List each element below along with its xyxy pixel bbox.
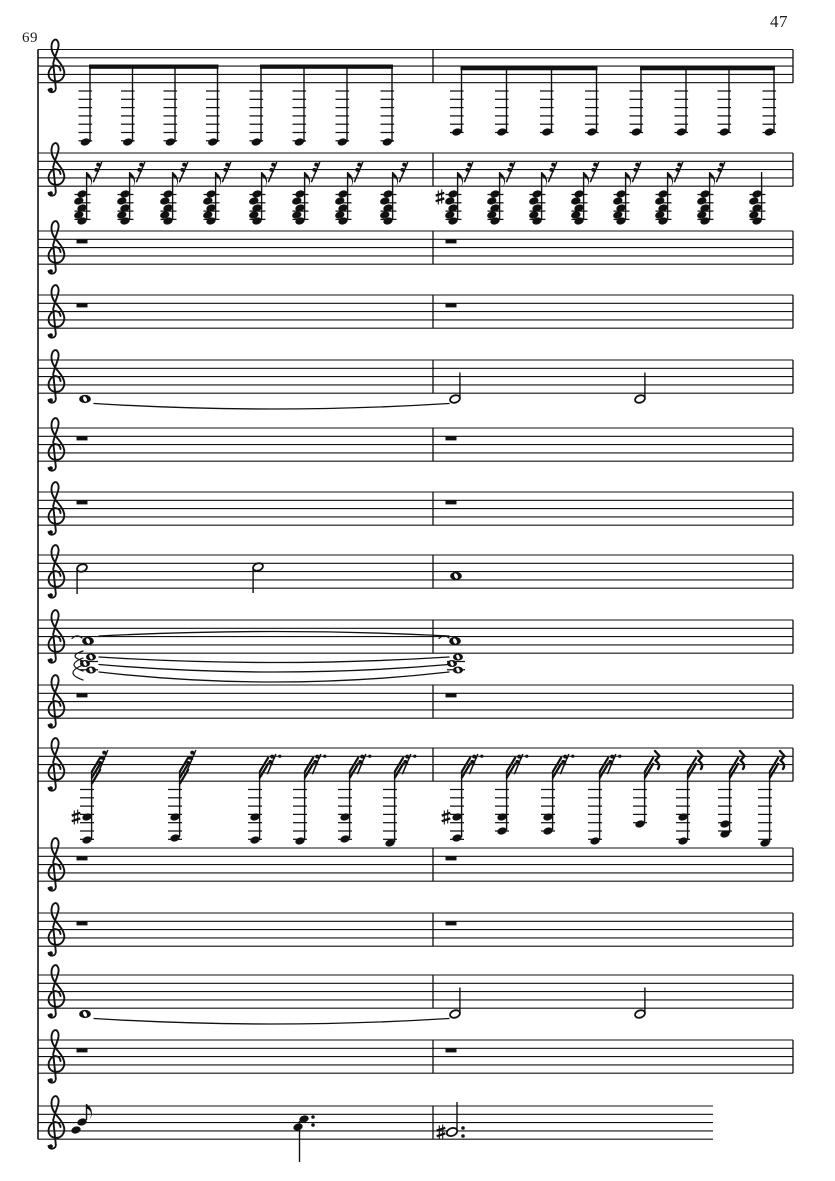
staff-3: [38, 221, 793, 274]
staff-7: [38, 482, 793, 535]
staff-10: [38, 675, 793, 728]
staff-15: [38, 1030, 793, 1083]
page-number-label: 47: [770, 12, 788, 31]
staff-4: [38, 285, 793, 338]
staff-11: [38, 738, 793, 848]
staff-1: [38, 40, 793, 147]
staff-14: [38, 965, 793, 1024]
staff-13: [38, 903, 793, 956]
staff-16: [38, 1096, 713, 1162]
staff-2: [38, 143, 793, 226]
staff-8: [38, 545, 793, 598]
staff-5: [38, 350, 793, 409]
staff-6: [38, 418, 793, 471]
staff-9: [38, 610, 793, 682]
staff-12: [38, 838, 793, 891]
measure-number-label: 69: [22, 30, 38, 46]
